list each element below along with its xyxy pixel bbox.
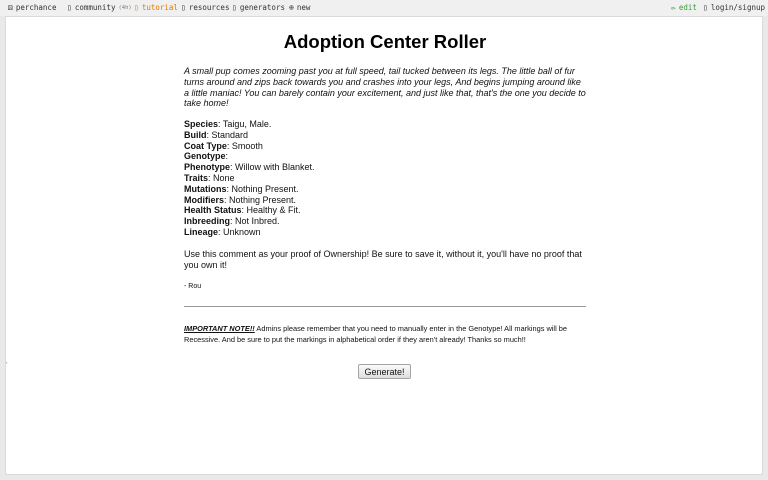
divider	[184, 306, 586, 307]
field-value: : Nothing Present.	[226, 183, 299, 194]
field-value: : Smooth	[226, 140, 263, 151]
adoption-story: A small pup comes zooming past you at full speed, tail tucked between its legs. The little ball of fur turns around and zips back towards you and crashes into your legs, And begins jumping around like a little maniac! You can barely contain your excitement, and just like that, that's the one you decide to take home!	[184, 66, 586, 109]
nav-tutorial-label: tutorial	[141, 3, 178, 12]
nav-community-label: community	[74, 3, 116, 12]
field-label: Species	[184, 119, 219, 129]
field-label: Modifiers	[184, 194, 225, 205]
field-row	[184, 216, 588, 227]
user-icon: ▯	[703, 2, 708, 12]
admin-note-body: Admins please remember that you need to manually enter in the Genotype! All markings will be Recessive. And be sure to put the markings in alphabetical order if they aren't already! Thanks so much!!	[184, 324, 567, 344]
resources-icon: ▯	[181, 2, 186, 12]
field-label: Health Status	[184, 205, 242, 216]
person-icon: ▯	[67, 2, 72, 12]
nav-brand-label: perchance	[15, 3, 57, 12]
nav-login-label: login/signup	[710, 3, 766, 12]
generate-button[interactable]: Generate!	[358, 364, 411, 379]
nav-login[interactable]	[703, 3, 765, 12]
nav-tutorial[interactable]	[134, 3, 178, 12]
field-label: Phenotype	[184, 162, 231, 173]
nav-new-label: new	[296, 3, 311, 12]
generators-icon: ▯	[232, 2, 237, 12]
admin-note-heading: IMPORTANT NOTE!!	[184, 324, 255, 333]
field-label: Build	[184, 129, 207, 140]
generator-output-card	[5, 16, 763, 475]
field-row	[184, 162, 588, 173]
field-value: : Willow with Blanket.	[230, 162, 315, 173]
dice-icon: ⚄	[8, 2, 13, 12]
top-nav	[0, 0, 768, 16]
pencil-icon: ✏	[671, 2, 676, 12]
admin-note	[184, 324, 588, 345]
nav-resources[interactable]	[181, 3, 229, 12]
field-label: Coat Type	[184, 140, 227, 151]
page-title: Adoption Center Roller	[283, 31, 487, 52]
nav-community[interactable]	[67, 3, 132, 12]
field-label: Mutations	[184, 183, 227, 194]
field-row	[184, 130, 588, 141]
nav-resources-label: resources	[188, 3, 230, 12]
field-row	[184, 141, 588, 152]
field-row	[184, 205, 588, 216]
book-icon: ▯	[134, 2, 139, 12]
nav-new[interactable]	[289, 3, 310, 12]
stray-mark: ,	[6, 359, 8, 365]
field-row	[184, 184, 588, 195]
field-value: :	[225, 151, 229, 162]
field-value: : None	[208, 172, 235, 183]
pet-fields	[184, 119, 588, 238]
nav-generators[interactable]	[232, 3, 285, 12]
nav-edit[interactable]	[671, 3, 697, 12]
field-value: : Not Inbred.	[230, 216, 280, 227]
field-row	[184, 119, 588, 130]
field-label: Traits	[184, 172, 209, 183]
field-value: : Unknown	[218, 226, 261, 237]
field-value: : Taigu, Male.	[218, 119, 272, 129]
nav-generators-label: generators	[239, 3, 285, 12]
field-value: : Nothing Present.	[224, 194, 297, 205]
field-row	[184, 227, 588, 238]
plus-circle-icon: ⊕	[289, 2, 294, 12]
nav-community-count: (4h)	[118, 4, 132, 11]
field-row	[184, 195, 588, 206]
field-label: Inbreeding	[184, 216, 231, 227]
field-label: Genotype	[184, 151, 226, 162]
field-value: : Healthy & Fit.	[241, 205, 301, 216]
author-signature: - Rou	[184, 283, 202, 290]
nav-brand[interactable]	[8, 3, 56, 12]
field-row	[184, 173, 588, 184]
nav-edit-label: edit	[678, 3, 697, 12]
field-label: Lineage	[184, 226, 219, 237]
field-value: : Standard	[206, 129, 249, 140]
ownership-proof-text: Use this comment as your proof of Ownership! Be sure to save it, without it, you'll have no proof that you own it!	[184, 249, 582, 270]
field-row	[184, 151, 588, 162]
